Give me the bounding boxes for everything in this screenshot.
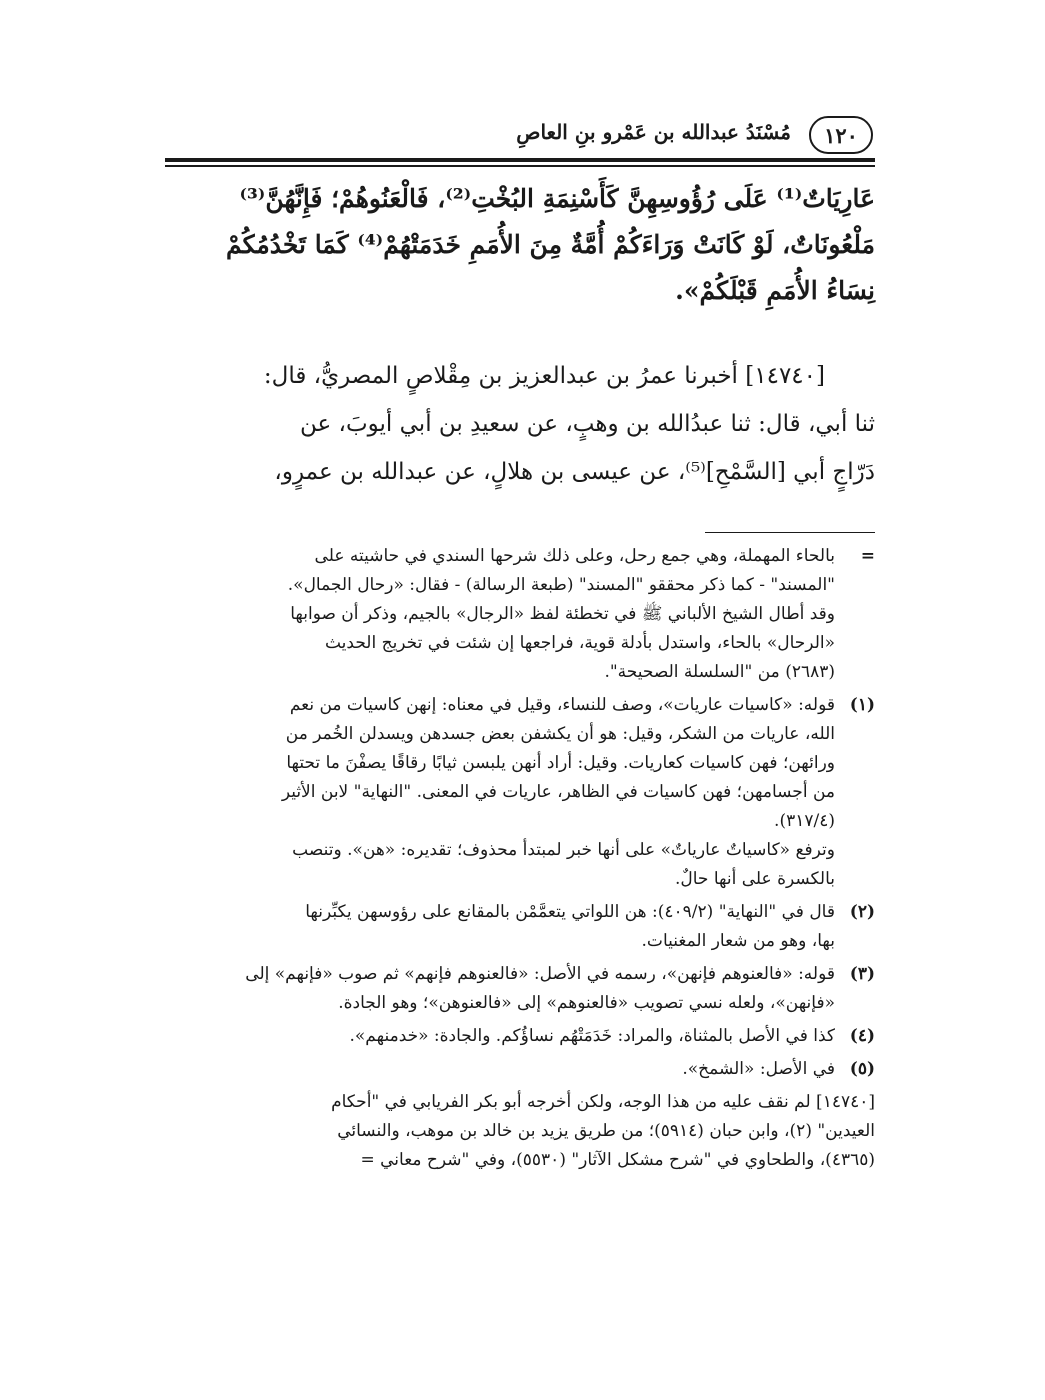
footnote-takhrij [165, 1088, 875, 1175]
footnote-line: «فإنهن»، ولعله نسي تصويب «فالعنوهم» إلى «فالعنوهن»؛ وهو الجادة. [338, 993, 835, 1013]
footnote-line: في الأصل: «الشمخ». [682, 1059, 835, 1079]
footnotes [165, 542, 875, 1179]
isnad-line: ثنا أبي، قال: ثنا عبدُالله بن وهبٍ، عن سعيدِ بن أبي أيوبَ، عن [300, 411, 875, 437]
hadith-text [165, 176, 875, 314]
footnote-line: الله، عاريات من الشكر، وقيل: هو أن يكشفن بعض جسدهن ويسدلن الخُمر من [285, 724, 835, 744]
footnote-mark: (١) [849, 695, 875, 715]
footnote-line: قوله: «كاسيات عاريات»، وصف للنساء، وقيل في معناه: إنهن كاسيات من نعم [289, 695, 835, 715]
isnad-text [165, 352, 875, 496]
footnote-line: العيدين" (٢)، وابن حبان (٥٩١٤)؛ من طريق يزيد بن خالد بن موهب، والنسائي [337, 1121, 875, 1141]
footnote-separator [705, 532, 875, 533]
footnote-line: ورائهن؛ فهن كاسيات كعاريات. وقيل: أراد أنهن يلبسن ثيابًا رقاقًا يصفْنَ ما تحتها [286, 753, 835, 773]
footnote-line: بها، وهو من شعار المغنيات. [641, 931, 835, 951]
footnote-line: "المسند" - كما ذكر محققو "المسند" (طبعة الرسالة) - فقال: «رحال الجمال». [287, 575, 835, 595]
footnote-line: (٣١٧/٤). [774, 811, 835, 831]
header-rule-thin [165, 165, 875, 167]
footnote-mark: (٢) [849, 902, 875, 922]
footnote-line: وقد أطال الشيخ الألباني ﷺ في تخطئة لفظ «الرجال» بالجيم، وذكر أن صوابها [290, 604, 835, 624]
footnote-line: بالحاء المهملة، وهي جمع رحل، وعلى ذلك شرحها السندي في حاشيته على [314, 546, 835, 566]
header-rule-thick [165, 158, 875, 162]
footnote-line: بالكسرة على أنها حالٌ. [675, 869, 835, 889]
footnote-line: [١٤٧٤٠] لم نقف عليه من هذا الوجه، ولكن أخرجه أبو بكر الفريابي في "أحكام [331, 1092, 875, 1112]
footnote-line: كذا في الأصل بالمثناة، والمراد: خَدَمَتْهُم نساؤُكم. والجادة: «خدمنهم». [349, 1026, 835, 1046]
footnote-5 [165, 1055, 875, 1084]
book-page [165, 0, 875, 1400]
footnote-1 [165, 691, 875, 894]
footnote-3 [165, 960, 875, 1018]
page-header [165, 112, 875, 160]
hadith-line: نِسَاءُ الأُمَمِ قَبْلَكُمْ». [675, 276, 875, 305]
footnote-line: من أجسامهن؛ فهن كاسيات في الظاهر، عاريات في المعنى. "النهاية" لابن الأثير [281, 782, 835, 802]
page-number: ١٢٠ [809, 116, 873, 154]
footnote-mark: (٥) [849, 1059, 875, 1079]
footnote-2 [165, 898, 875, 956]
footnote-line: قوله: «فالعنوهم فإنهن»، رسمه في الأصل: «فالعنوهم فإنهم» ثم صوب «فإنهم» إلى [245, 964, 835, 984]
footnote-mark: = [860, 546, 875, 566]
footnote-mark: (٣) [849, 964, 875, 984]
footnote-line: (٢٦٨٣) من "السلسلة الصحيحة". [604, 662, 835, 682]
footnote-line: وترفع «كاسياتٌ عارياتٌ» على أنها خبر لمبتدأ محذوف؛ تقديره: «هن». وتنصب [292, 840, 835, 860]
hadith-line: عَارِيَاتٌ⁽¹⁾ عَلَى رُؤُوسِهِنَّ كَأَسْنِمَةِ البُخْتِ⁽²⁾، فَالْعَنُوهُمْ؛ فَإِنَّهُنَّ⁽³⁾ [239, 184, 875, 213]
footnote-line: (٤٣٦٥)، والطحاوي في "شرح مشكل الآثار" (٥٥٣٠)، وفي "شرح معاني = [360, 1150, 875, 1170]
footnote-continued [165, 542, 875, 687]
isnad-line: [١٤٧٤٠] أخبرنا عمرُ بن عبدالعزيز بن مِقْلاصٍ المصريُّ، قال: [263, 363, 825, 389]
footnote-line: قال في "النهاية" (٤٠٩/٢): هن اللواتي يتعمَّمْن بالمقانع على رؤوسهن يكبِّرنها [305, 902, 835, 922]
footnote-line: «الرحال» بالحاء، واستدل بأدلة قوية، فراجعها إن شئت في تخريج الحديث [324, 633, 835, 653]
hadith-line: مَلْعُونَاتٌ، لَوْ كَانَتْ وَرَاءَكُمْ أُمَّةٌ مِنَ الأُمَمِ خَدَمَتْهُمْ⁽⁴⁾ كَمَا تَخْدُمُكُمْ [225, 230, 875, 259]
running-title: مُسْنَدُ عبدالله بن عَمْرو بنِ العاصِ [516, 120, 791, 144]
footnote-mark: (٤) [849, 1026, 875, 1046]
isnad-line: دَرّاجٍ أبي [السَّمْحِ]⁽⁵⁾، عن عيسى بن هلالٍ، عن عبدالله بن عمرٍو، [274, 459, 875, 485]
footnote-4 [165, 1022, 875, 1051]
